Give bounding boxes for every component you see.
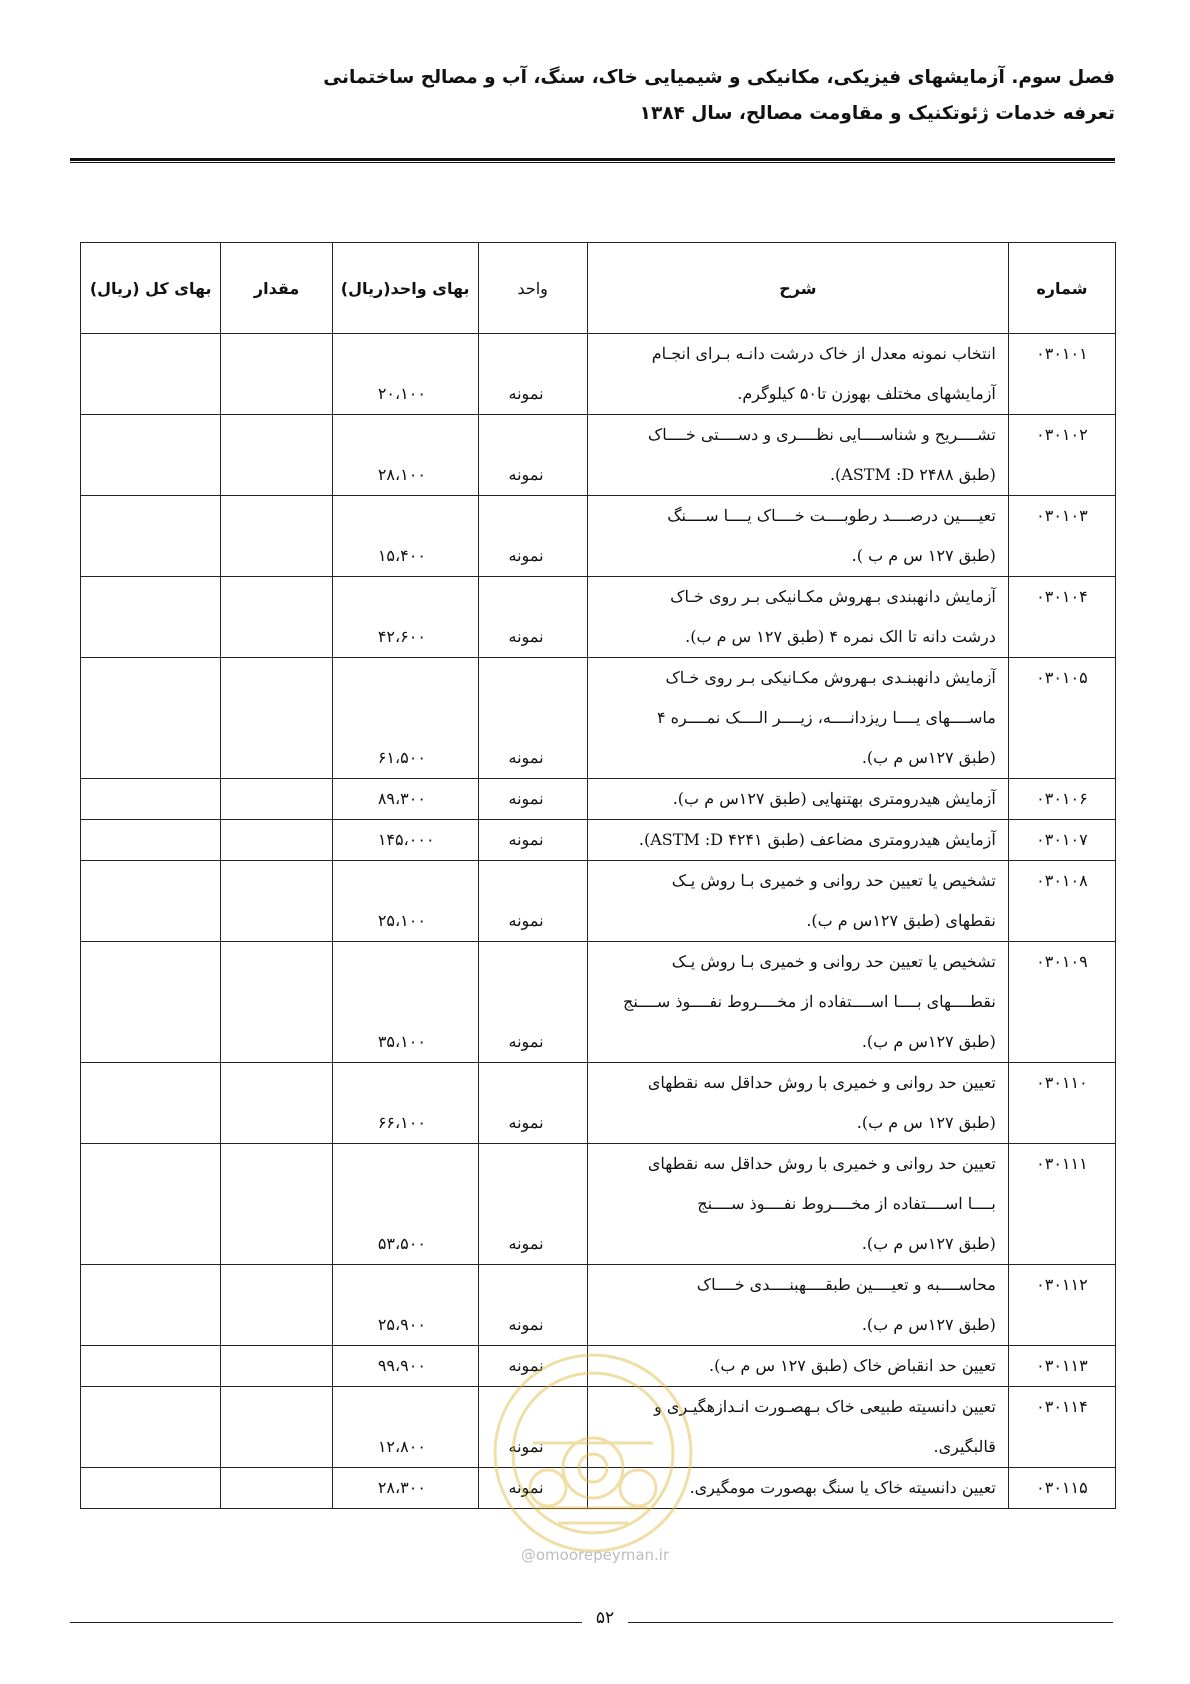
row-description	[587, 942, 1008, 1063]
row-unit: نمونه	[478, 1387, 587, 1468]
description-line: (طبق ۱۲۷ س م ب ).	[851, 546, 996, 565]
row-description	[587, 861, 1008, 942]
row-quantity	[221, 779, 332, 820]
row-code: ۰۳۰۱۱۲	[1008, 1265, 1115, 1346]
row-total	[81, 1265, 221, 1346]
row-unit-price: ۲۵،۱۰۰	[332, 861, 478, 942]
row-code: ۰۳۰۱۰۹	[1008, 942, 1115, 1063]
row-unit: نمونه	[478, 1468, 587, 1509]
table-row	[81, 779, 1116, 820]
document-title: تعرفه خدمات ژئوتکنیک و مقاومت مصالح، سال ۱۳۸۴	[639, 103, 1115, 124]
row-total	[81, 779, 221, 820]
header-description: شرح	[587, 243, 1008, 334]
row-total	[81, 1144, 221, 1265]
table-row	[81, 577, 1116, 658]
row-total	[81, 820, 221, 861]
row-total	[81, 334, 221, 415]
row-quantity	[221, 861, 332, 942]
chapter-title: فصل سوم. آزمایشهای فیزیکی، مکانیکی و شیمیایی خاک، سنگ، آب و مصالح ساختمانی	[323, 67, 1115, 88]
description-line: (طبق ۱۲۷ س م ب).	[856, 1113, 996, 1132]
row-unit: نمونه	[478, 577, 587, 658]
row-description	[587, 496, 1008, 577]
row-unit-price: ۱۲،۸۰۰	[332, 1387, 478, 1468]
table-row	[81, 820, 1116, 861]
row-total	[81, 942, 221, 1063]
row-unit: نمونه	[478, 1063, 587, 1144]
row-code: ۰۳۰۱۰۴	[1008, 577, 1115, 658]
table-row	[81, 942, 1116, 1063]
table-row	[81, 415, 1116, 496]
row-total	[81, 1063, 221, 1144]
description-line: آزمایشهای مختلف بهوزن تا۵۰ کیلوگرم.	[737, 384, 996, 403]
row-description	[587, 577, 1008, 658]
row-quantity	[221, 1063, 332, 1144]
row-unit: نمونه	[478, 415, 587, 496]
row-quantity	[221, 658, 332, 779]
row-unit: نمونه	[478, 496, 587, 577]
header-unit: واحد	[478, 243, 587, 334]
table-row	[81, 496, 1116, 577]
footer-rule-left	[70, 1622, 582, 1623]
row-quantity	[221, 415, 332, 496]
page-number: ۵۲	[595, 1608, 615, 1628]
description-line: تعیین حد روانی و خمیری با روش حداقل سه نقطهای	[647, 1073, 996, 1092]
description-line: تعیین دانسیته خاک یا سنگ بهصورت مومگیری.	[689, 1478, 996, 1497]
row-unit-price: ۵۳،۵۰۰	[332, 1144, 478, 1265]
row-unit: نمونه	[478, 820, 587, 861]
description-line: نقطهای (طبق ۱۲۷س م ب).	[806, 911, 996, 930]
description-line: تشــــریح و شناســــایی نظــــری و دســــتی خــــاک	[647, 425, 996, 444]
row-unit: نمونه	[478, 1265, 587, 1346]
row-total	[81, 496, 221, 577]
table-row	[81, 1265, 1116, 1346]
header-quantity: مقدار	[221, 243, 332, 334]
description-line: (طبق ASTM :D ۲۴۸۸).	[829, 465, 996, 484]
description-line: ماســــهای یــــا ریزدانــــه، زیــــر الــــک نمــــره ۴	[656, 708, 996, 727]
row-unit-price: ۶۶،۱۰۰	[332, 1063, 478, 1144]
row-code: ۰۳۰۱۰۲	[1008, 415, 1115, 496]
table-row	[81, 1063, 1116, 1144]
row-unit-price: ۲۰،۱۰۰	[332, 334, 478, 415]
row-quantity	[221, 1346, 332, 1387]
description-line: آزمایش هیدرومتری مضاعف (طبق ۴۲۴۱ ASTM :D).	[638, 830, 996, 849]
description-line: (طبق ۱۲۷س م ب).	[861, 1234, 996, 1253]
footer-rule-right	[628, 1622, 1113, 1623]
footer-site: @omoorepeyman.ir	[520, 1546, 670, 1564]
description-line: انتخاب نمونه معدل از خاک درشت دانـه بـرای انجـام	[651, 344, 996, 363]
row-code: ۰۳۰۱۱۱	[1008, 1144, 1115, 1265]
row-description	[587, 1063, 1008, 1144]
description-line: (طبق ۱۲۷س م ب).	[861, 1032, 996, 1051]
row-quantity	[221, 496, 332, 577]
row-total	[81, 1346, 221, 1387]
row-total	[81, 577, 221, 658]
row-unit: نمونه	[478, 861, 587, 942]
row-unit: نمونه	[478, 658, 587, 779]
table-header-row	[81, 243, 1116, 334]
row-description	[587, 1144, 1008, 1265]
description-line: تعیین دانسیته طبیعی خاک بـهصـورت انـدازهگیـری و	[654, 1397, 996, 1416]
description-line: بــــا اســــتفاده از مخــــروط نفــــوذ ســــنج	[697, 1194, 996, 1213]
row-description	[587, 415, 1008, 496]
description-line: (طبق ۱۲۷س م ب).	[861, 748, 996, 767]
description-line: تشخیص یا تعیین حد روانی و خمیری بـا روش یـک	[671, 952, 996, 971]
row-description	[587, 1387, 1008, 1468]
row-total	[81, 1468, 221, 1509]
row-code: ۰۳۰۱۰۸	[1008, 861, 1115, 942]
row-unit-price: ۳۵،۱۰۰	[332, 942, 478, 1063]
description-line: تشخیص یا تعیین حد روانی و خمیری بـا روش یـک	[671, 871, 996, 890]
row-unit-price: ۱۴۵،۰۰۰	[332, 820, 478, 861]
row-unit: نمونه	[478, 1346, 587, 1387]
row-description	[587, 334, 1008, 415]
row-quantity	[221, 1387, 332, 1468]
row-unit-price: ۹۹،۹۰۰	[332, 1346, 478, 1387]
description-line: محاســــبه و تعیــــین طبقــــهبنــــدی خــــاک	[696, 1275, 996, 1294]
row-code: ۰۳۰۱۰۳	[1008, 496, 1115, 577]
price-table	[80, 242, 1116, 1509]
row-description	[587, 779, 1008, 820]
description-line: تعیین حد روانی و خمیری با روش حداقل سه نقطهای	[647, 1154, 996, 1173]
header-code: شماره	[1008, 243, 1115, 334]
row-unit-price: ۲۸،۱۰۰	[332, 415, 478, 496]
description-line: آزمایش هیدرومتری بهتنهایی (طبق ۱۲۷س م ب).	[672, 789, 996, 808]
row-total	[81, 861, 221, 942]
description-line: قالبگیری.	[933, 1437, 996, 1456]
description-line: نقطــــهای بــــا اســــتفاده از مخــــروط نفــــوذ ســــنج	[622, 992, 996, 1011]
header-total: بهای کل (ریال)	[81, 243, 221, 334]
description-line: تعیــــین درصــــد رطوبــــت خــــاک یــــا ســــنگ	[667, 506, 996, 525]
row-unit-price: ۴۲،۶۰۰	[332, 577, 478, 658]
description-line: آزمایش دانهبنـدی بـهروش مکـانیکی بـر روی خـاک	[665, 668, 996, 687]
row-total	[81, 415, 221, 496]
row-code: ۰۳۰۱۱۳	[1008, 1346, 1115, 1387]
row-quantity	[221, 577, 332, 658]
row-code: ۰۳۰۱۱۴	[1008, 1387, 1115, 1468]
row-code: ۰۳۰۱۱۵	[1008, 1468, 1115, 1509]
row-description	[587, 1468, 1008, 1509]
row-total	[81, 658, 221, 779]
table-row	[81, 334, 1116, 415]
table-body	[81, 334, 1116, 1509]
row-code: ۰۳۰۱۰۷	[1008, 820, 1115, 861]
row-unit-price: ۱۵،۴۰۰	[332, 496, 478, 577]
row-code: ۰۳۰۱۰۶	[1008, 779, 1115, 820]
table-row	[81, 1387, 1116, 1468]
header-rule	[70, 158, 1115, 163]
page-header	[75, 60, 1115, 132]
row-quantity	[221, 820, 332, 861]
table-row	[81, 1468, 1116, 1509]
description-line: تعیین حد انقباض خاک (طبق ۱۲۷ س م ب).	[708, 1356, 996, 1375]
row-unit-price: ۶۱،۵۰۰	[332, 658, 478, 779]
row-unit: نمونه	[478, 334, 587, 415]
row-quantity	[221, 942, 332, 1063]
row-quantity	[221, 334, 332, 415]
row-quantity	[221, 1468, 332, 1509]
row-code: ۰۳۰۱۱۰	[1008, 1063, 1115, 1144]
row-description	[587, 820, 1008, 861]
row-code: ۰۳۰۱۰۱	[1008, 334, 1115, 415]
description-line: درشت دانه تا الک نمره ۴ (طبق ۱۲۷ س م ب).	[685, 627, 996, 646]
row-description	[587, 1346, 1008, 1387]
row-unit: نمونه	[478, 779, 587, 820]
row-unit-price: ۸۹،۳۰۰	[332, 779, 478, 820]
table-row	[81, 1346, 1116, 1387]
row-code: ۰۳۰۱۰۵	[1008, 658, 1115, 779]
row-unit-price: ۲۵،۹۰۰	[332, 1265, 478, 1346]
table-row	[81, 861, 1116, 942]
row-quantity	[221, 1265, 332, 1346]
row-unit: نمونه	[478, 942, 587, 1063]
table-row	[81, 1144, 1116, 1265]
row-total	[81, 1387, 221, 1468]
row-unit: نمونه	[478, 1144, 587, 1265]
description-line: آزمایش دانهبندی بـهروش مکـانیکی بـر روی خـاک	[670, 587, 996, 606]
row-description	[587, 658, 1008, 779]
row-unit-price: ۲۸،۳۰۰	[332, 1468, 478, 1509]
row-quantity	[221, 1144, 332, 1265]
header-unit-price: بهای واحد(ریال)	[332, 243, 478, 334]
table-row	[81, 658, 1116, 779]
row-description	[587, 1265, 1008, 1346]
description-line: (طبق ۱۲۷س م ب).	[861, 1315, 996, 1334]
